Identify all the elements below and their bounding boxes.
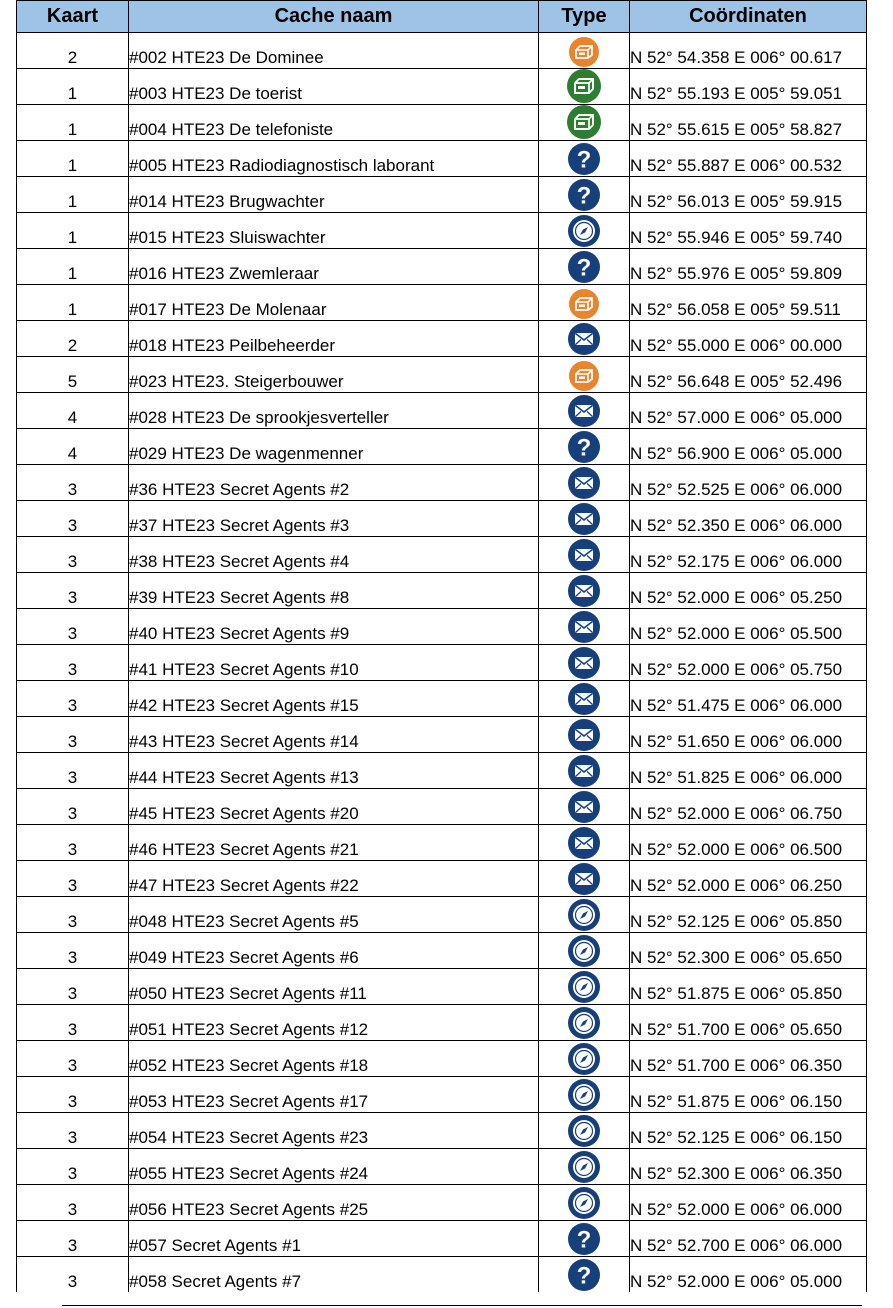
cell-coordinaten: N 52° 52.300 E 006° 06.350: [630, 1149, 867, 1185]
cell-kaart: 1: [17, 105, 129, 141]
traditional-icon: [539, 360, 629, 392]
traditional-icon: [539, 36, 629, 68]
cell-type: [539, 969, 630, 1005]
cell-type: [539, 573, 630, 609]
cell-kaart: 3: [17, 969, 129, 1005]
table-row: [17, 1041, 867, 1077]
cell-coordinaten: N 52° 51.700 E 006° 06.350: [630, 1041, 867, 1077]
cell-type: [539, 465, 630, 501]
cell-cache-naam: #028 HTE23 De sprookjesverteller: [129, 393, 539, 429]
cell-cache-naam: #44 HTE23 Secret Agents #13: [129, 753, 539, 789]
wherigo-icon: [539, 1042, 629, 1076]
cell-cache-naam: #45 HTE23 Secret Agents #20: [129, 789, 539, 825]
letterbox-icon: [539, 394, 629, 428]
cell-type: [539, 1041, 630, 1077]
cell-type: [539, 717, 630, 753]
cell-type: [539, 429, 630, 465]
cell-type: [539, 141, 630, 177]
table-row: [17, 1257, 867, 1293]
cell-coordinaten: N 52° 55.976 E 005° 59.809: [630, 249, 867, 285]
cell-coordinaten: N 52° 51.700 E 006° 05.650: [630, 1005, 867, 1041]
cell-kaart: 3: [17, 753, 129, 789]
table-row: [17, 537, 867, 573]
cell-type: [539, 285, 630, 321]
header-kaart: Kaart: [17, 1, 129, 33]
cell-cache-naam: #42 HTE23 Secret Agents #15: [129, 681, 539, 717]
cell-kaart: 1: [17, 213, 129, 249]
cell-cache-naam: #053 HTE23 Secret Agents #17: [129, 1077, 539, 1113]
table-row: [17, 825, 867, 861]
table-row: [17, 429, 867, 465]
cell-type: [539, 1149, 630, 1185]
table-body: [17, 33, 867, 1293]
cell-kaart: 3: [17, 1113, 129, 1149]
letterbox-icon: [539, 646, 629, 680]
cell-cache-naam: #015 HTE23 Sluiswachter: [129, 213, 539, 249]
cell-coordinaten: N 52° 52.000 E 006° 05.750: [630, 645, 867, 681]
table-row: [17, 789, 867, 825]
cell-coordinaten: N 52° 52.000 E 006° 06.250: [630, 861, 867, 897]
cell-kaart: 2: [17, 321, 129, 357]
mystery-icon: [539, 1258, 629, 1292]
table-row: [17, 1221, 867, 1257]
table-row: [17, 1113, 867, 1149]
cell-cache-naam: #054 HTE23 Secret Agents #23: [129, 1113, 539, 1149]
cell-coordinaten: N 52° 52.125 E 006° 05.850: [630, 897, 867, 933]
cell-cache-naam: #003 HTE23 De toerist: [129, 69, 539, 105]
cell-type: [539, 1185, 630, 1221]
cell-coordinaten: N 52° 55.193 E 005° 59.051: [630, 69, 867, 105]
letterbox-icon: [539, 538, 629, 572]
cell-coordinaten: N 52° 55.615 E 005° 58.827: [630, 105, 867, 141]
table-row: [17, 177, 867, 213]
mystery-icon: [539, 430, 629, 464]
traditional-icon: [539, 288, 629, 320]
cell-type: [539, 789, 630, 825]
cell-coordinaten: N 52° 52.000 E 006° 05.500: [630, 609, 867, 645]
cell-coordinaten: N 52° 51.475 E 006° 06.000: [630, 681, 867, 717]
cell-kaart: 3: [17, 681, 129, 717]
table-row: [17, 861, 867, 897]
cell-type: [539, 609, 630, 645]
wherigo-icon: [539, 1150, 629, 1184]
cell-coordinaten: N 52° 52.175 E 006° 06.000: [630, 537, 867, 573]
cell-cache-naam: #39 HTE23 Secret Agents #8: [129, 573, 539, 609]
table-row: [17, 213, 867, 249]
cell-coordinaten: N 52° 51.825 E 006° 06.000: [630, 753, 867, 789]
cell-kaart: 1: [17, 177, 129, 213]
table-header-row: [17, 1, 867, 33]
cell-cache-naam: #050 HTE23 Secret Agents #11: [129, 969, 539, 1005]
cell-kaart: 5: [17, 357, 129, 393]
mystery-icon: [539, 142, 629, 176]
cell-type: [539, 1077, 630, 1113]
cell-coordinaten: N 52° 51.875 E 006° 06.150: [630, 1077, 867, 1113]
cell-cache-naam: #38 HTE23 Secret Agents #4: [129, 537, 539, 573]
cell-kaart: 1: [17, 141, 129, 177]
cell-type: [539, 753, 630, 789]
cell-coordinaten: N 52° 52.300 E 006° 05.650: [630, 933, 867, 969]
cell-kaart: 3: [17, 609, 129, 645]
cell-type: [539, 825, 630, 861]
letterbox-icon: [539, 754, 629, 788]
cell-kaart: 3: [17, 1185, 129, 1221]
cell-cache-naam: #41 HTE23 Secret Agents #10: [129, 645, 539, 681]
cell-cache-naam: #005 HTE23 Radiodiagnostisch laborant: [129, 141, 539, 177]
cell-coordinaten: N 52° 52.000 E 006° 06.500: [630, 825, 867, 861]
cell-cache-naam: #37 HTE23 Secret Agents #3: [129, 501, 539, 537]
svg-text:?: ?: [576, 254, 592, 282]
cell-kaart: 3: [17, 897, 129, 933]
cell-cache-naam: #051 HTE23 Secret Agents #12: [129, 1005, 539, 1041]
cell-type: [539, 357, 630, 393]
cell-kaart: 3: [17, 825, 129, 861]
cell-kaart: 3: [17, 573, 129, 609]
cell-kaart: 3: [17, 1149, 129, 1185]
table-row: [17, 681, 867, 717]
cell-coordinaten: N 52° 55.946 E 005° 59.740: [630, 213, 867, 249]
table-row: [17, 1185, 867, 1221]
cell-kaart: 3: [17, 1041, 129, 1077]
cell-type: [539, 933, 630, 969]
cell-cache-naam: #47 HTE23 Secret Agents #22: [129, 861, 539, 897]
cell-type: [539, 213, 630, 249]
cell-coordinaten: N 52° 55.887 E 006° 00.532: [630, 141, 867, 177]
mystery-icon: [539, 250, 629, 284]
cell-type: [539, 537, 630, 573]
cell-type: [539, 681, 630, 717]
table-row: [17, 897, 867, 933]
cell-kaart: 3: [17, 501, 129, 537]
wherigo-icon: [539, 1114, 629, 1148]
cell-kaart: 3: [17, 933, 129, 969]
cell-kaart: 3: [17, 1077, 129, 1113]
wherigo-icon: [539, 214, 629, 248]
cell-cache-naam: #056 HTE23 Secret Agents #25: [129, 1185, 539, 1221]
table-row: [17, 33, 867, 69]
table-row: [17, 393, 867, 429]
cell-coordinaten: N 52° 51.875 E 006° 05.850: [630, 969, 867, 1005]
cell-type: [539, 393, 630, 429]
wherigo-icon: [539, 1006, 629, 1040]
cell-type: [539, 1257, 630, 1293]
cell-kaart: 3: [17, 1221, 129, 1257]
table-row: [17, 249, 867, 285]
table-row: [17, 645, 867, 681]
cell-coordinaten: N 52° 52.000 E 006° 06.000: [630, 1185, 867, 1221]
cell-type: [539, 645, 630, 681]
cell-kaart: 2: [17, 33, 129, 69]
table-row: [17, 609, 867, 645]
table-row: [17, 1077, 867, 1113]
table-row: [17, 753, 867, 789]
cell-cache-naam: #058 Secret Agents #7: [129, 1257, 539, 1293]
letterbox-icon: [539, 610, 629, 644]
mystery-icon: [539, 1222, 629, 1256]
cell-type: [539, 501, 630, 537]
cell-type: [539, 69, 630, 105]
wherigo-icon: [539, 1078, 629, 1112]
svg-text:?: ?: [576, 146, 592, 174]
cell-type: [539, 105, 630, 141]
svg-text:?: ?: [576, 1262, 592, 1290]
letterbox-icon: [539, 502, 629, 536]
cell-cache-naam: #36 HTE23 Secret Agents #2: [129, 465, 539, 501]
cell-coordinaten: N 52° 52.000 E 006° 05.000: [630, 1257, 867, 1293]
cell-cache-naam: #052 HTE23 Secret Agents #18: [129, 1041, 539, 1077]
wherigo-icon: [539, 970, 629, 1004]
table-row: [17, 141, 867, 177]
cell-type: [539, 249, 630, 285]
cell-coordinaten: N 52° 52.700 E 006° 06.000: [630, 1221, 867, 1257]
cell-coordinaten: N 52° 52.000 E 006° 06.750: [630, 789, 867, 825]
cell-coordinaten: N 52° 52.525 E 006° 06.000: [630, 465, 867, 501]
svg-text:?: ?: [576, 182, 592, 210]
cell-coordinaten: N 52° 54.358 E 006° 00.617: [630, 33, 867, 69]
cell-kaart: 1: [17, 285, 129, 321]
cell-kaart: 3: [17, 465, 129, 501]
letterbox-icon: [539, 718, 629, 752]
cell-kaart: 3: [17, 537, 129, 573]
mystery-icon: [539, 178, 629, 212]
cell-cache-naam: #002 HTE23 De Dominee: [129, 33, 539, 69]
table-row: [17, 717, 867, 753]
cell-type: [539, 321, 630, 357]
bottom-divider: [62, 1305, 862, 1306]
letterbox-icon: [539, 322, 629, 356]
cell-type: [539, 1221, 630, 1257]
table-row: [17, 1005, 867, 1041]
table-row: [17, 573, 867, 609]
cell-kaart: 4: [17, 393, 129, 429]
cell-kaart: 3: [17, 789, 129, 825]
cell-coordinaten: N 52° 52.350 E 006° 06.000: [630, 501, 867, 537]
cell-cache-naam: #048 HTE23 Secret Agents #5: [129, 897, 539, 933]
cell-kaart: 3: [17, 717, 129, 753]
letterbox-icon: [539, 790, 629, 824]
cell-cache-naam: #023 HTE23. Steigerbouwer: [129, 357, 539, 393]
cell-coordinaten: N 52° 51.650 E 006° 06.000: [630, 717, 867, 753]
cell-cache-naam: #014 HTE23 Brugwachter: [129, 177, 539, 213]
cell-kaart: 3: [17, 1257, 129, 1293]
cell-kaart: 3: [17, 645, 129, 681]
cell-type: [539, 177, 630, 213]
table-row: [17, 933, 867, 969]
cell-coordinaten: N 52° 57.000 E 006° 05.000: [630, 393, 867, 429]
cell-coordinaten: N 52° 56.013 E 005° 59.915: [630, 177, 867, 213]
cell-cache-naam: #016 HTE23 Zwemleraar: [129, 249, 539, 285]
cell-coordinaten: N 52° 52.125 E 006° 06.150: [630, 1113, 867, 1149]
cell-type: [539, 33, 630, 69]
cell-cache-naam: #43 HTE23 Secret Agents #14: [129, 717, 539, 753]
cache-table: [16, 0, 867, 1292]
header-coordinaten: Coördinaten: [630, 1, 867, 33]
cito-icon: [539, 104, 629, 140]
cell-type: [539, 861, 630, 897]
cito-icon: [539, 68, 629, 104]
cell-coordinaten: N 52° 56.648 E 005° 52.496: [630, 357, 867, 393]
svg-text:?: ?: [576, 1226, 592, 1254]
table-row: [17, 321, 867, 357]
wherigo-icon: [539, 1186, 629, 1220]
cell-cache-naam: #40 HTE23 Secret Agents #9: [129, 609, 539, 645]
cell-coordinaten: N 52° 52.000 E 006° 05.250: [630, 573, 867, 609]
table-row: [17, 357, 867, 393]
cell-kaart: 1: [17, 249, 129, 285]
table-row: [17, 69, 867, 105]
header-type: Type: [539, 1, 630, 33]
letterbox-icon: [539, 682, 629, 716]
table-row: [17, 105, 867, 141]
cell-cache-naam: #017 HTE23 De Molenaar: [129, 285, 539, 321]
table-row: [17, 501, 867, 537]
cell-kaart: 3: [17, 1005, 129, 1041]
cell-cache-naam: #057 Secret Agents #1: [129, 1221, 539, 1257]
letterbox-icon: [539, 826, 629, 860]
svg-text:?: ?: [576, 434, 592, 462]
cell-kaart: 1: [17, 69, 129, 105]
cell-cache-naam: #018 HTE23 Peilbeheerder: [129, 321, 539, 357]
cell-coordinaten: N 52° 56.058 E 005° 59.511: [630, 285, 867, 321]
cell-cache-naam: #049 HTE23 Secret Agents #6: [129, 933, 539, 969]
wherigo-icon: [539, 934, 629, 968]
cell-coordinaten: N 52° 56.900 E 006° 05.000: [630, 429, 867, 465]
cell-coordinaten: N 52° 55.000 E 006° 00.000: [630, 321, 867, 357]
cell-cache-naam: #029 HTE23 De wagenmenner: [129, 429, 539, 465]
wherigo-icon: [539, 898, 629, 932]
header-cache-naam: Cache naam: [129, 1, 539, 33]
table-row: [17, 465, 867, 501]
cell-kaart: 3: [17, 861, 129, 897]
letterbox-icon: [539, 862, 629, 896]
letterbox-icon: [539, 574, 629, 608]
cell-kaart: 4: [17, 429, 129, 465]
table-row: [17, 285, 867, 321]
cell-type: [539, 1113, 630, 1149]
cell-cache-naam: #004 HTE23 De telefoniste: [129, 105, 539, 141]
table-row: [17, 1149, 867, 1185]
table-row: [17, 969, 867, 1005]
cell-type: [539, 1005, 630, 1041]
letterbox-icon: [539, 466, 629, 500]
cell-cache-naam: #055 HTE23 Secret Agents #24: [129, 1149, 539, 1185]
cell-cache-naam: #46 HTE23 Secret Agents #21: [129, 825, 539, 861]
cell-type: [539, 897, 630, 933]
